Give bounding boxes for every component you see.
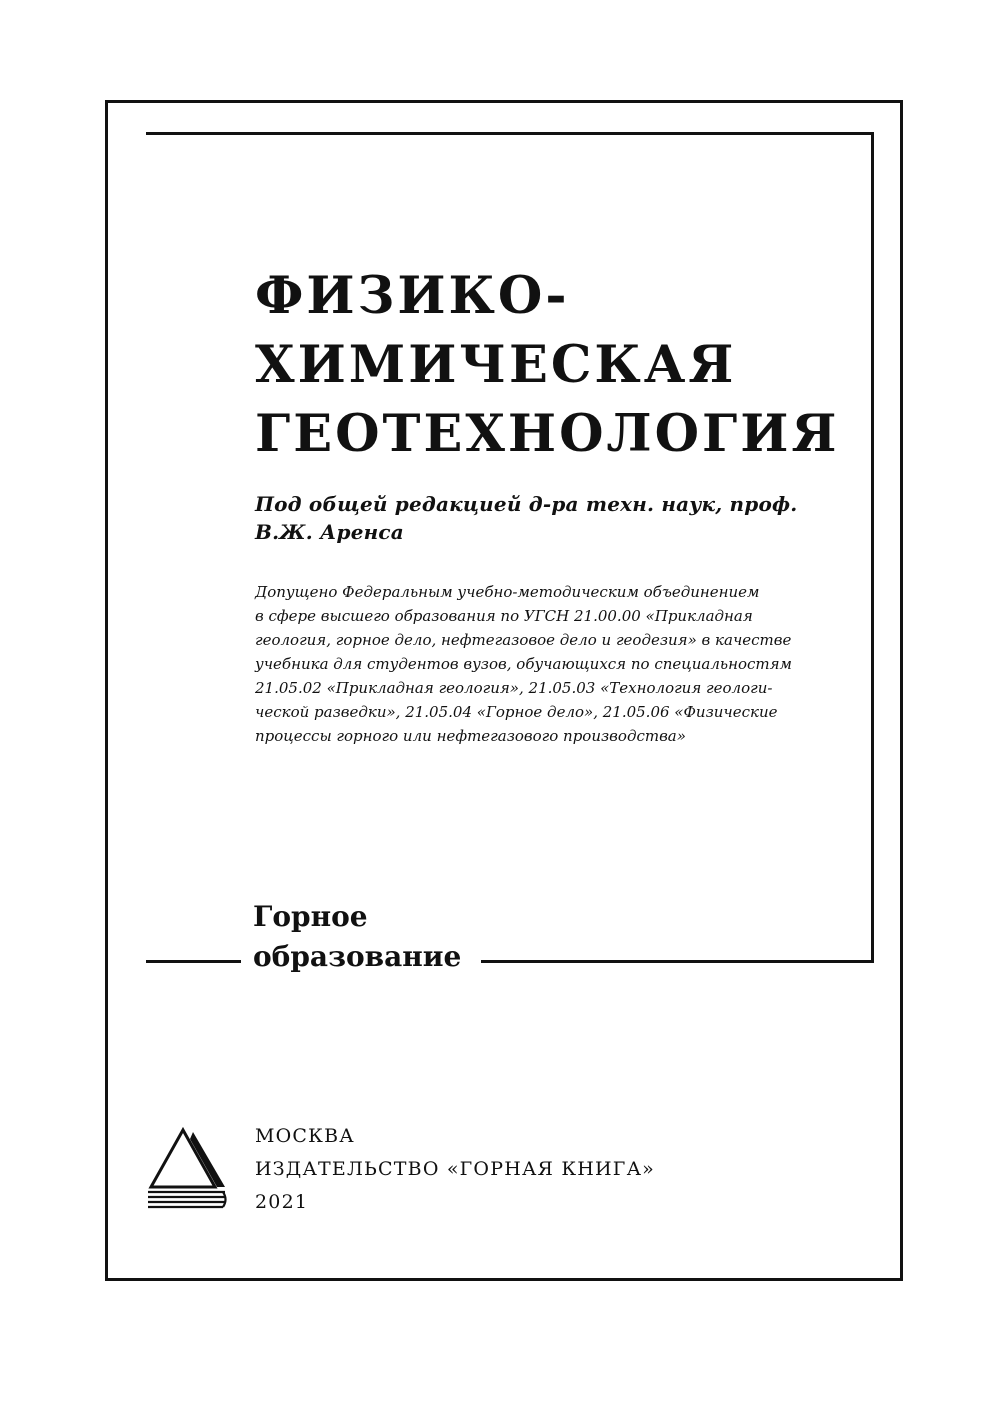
- approval-line: процессы горного или нефтегазового производства»: [255, 727, 686, 745]
- approval-line: учебника для студентов вузов, обучающихся по специальностям: [255, 655, 792, 673]
- inner-frame-top-rule: [146, 132, 874, 135]
- editor-line: Под общей редакцией д-ра техн. наук, проф.: [255, 492, 798, 516]
- approval-line: 21.05.02 «Прикладная геология», 21.05.03 «Технология геологи-: [255, 679, 773, 697]
- series-name: [253, 897, 461, 977]
- approval-note: [255, 580, 792, 748]
- title-line: ФИЗИКО-: [255, 266, 570, 326]
- publisher-name: ИЗДАТЕЛЬСТВО «ГОРНАЯ КНИГА»: [255, 1158, 655, 1180]
- title-line: ГЕОТЕХНОЛОГИЯ: [255, 404, 840, 464]
- editor-credit: [255, 490, 797, 546]
- mountain-book-icon: [143, 1124, 229, 1214]
- approval-line: в сфере высшего образования по УГСН 21.00.00 «Прикладная: [255, 607, 753, 625]
- publication-year: 2021: [255, 1191, 309, 1213]
- approval-line: геология, горное дело, нефтегазовое дело и геодезия» в качестве: [255, 631, 792, 649]
- publisher-city: МОСКВА: [255, 1125, 355, 1147]
- book-title: [255, 262, 839, 469]
- inner-frame-right-rule: [871, 132, 874, 963]
- series-rule-left: [146, 960, 241, 963]
- series-line: Горное: [253, 900, 368, 933]
- approval-line: ческой разведки», 21.05.04 «Горное дело», 21.05.06 «Физические: [255, 703, 778, 721]
- publisher-imprint: [255, 1120, 655, 1219]
- title-line: ХИМИЧЕСКАЯ: [255, 335, 737, 395]
- editor-line: В.Ж. Аренса: [255, 520, 404, 544]
- series-rule-right: [481, 960, 874, 963]
- series-line: образование: [253, 940, 462, 973]
- approval-line: Допущено Федеральным учебно-методическим объединением: [255, 583, 760, 601]
